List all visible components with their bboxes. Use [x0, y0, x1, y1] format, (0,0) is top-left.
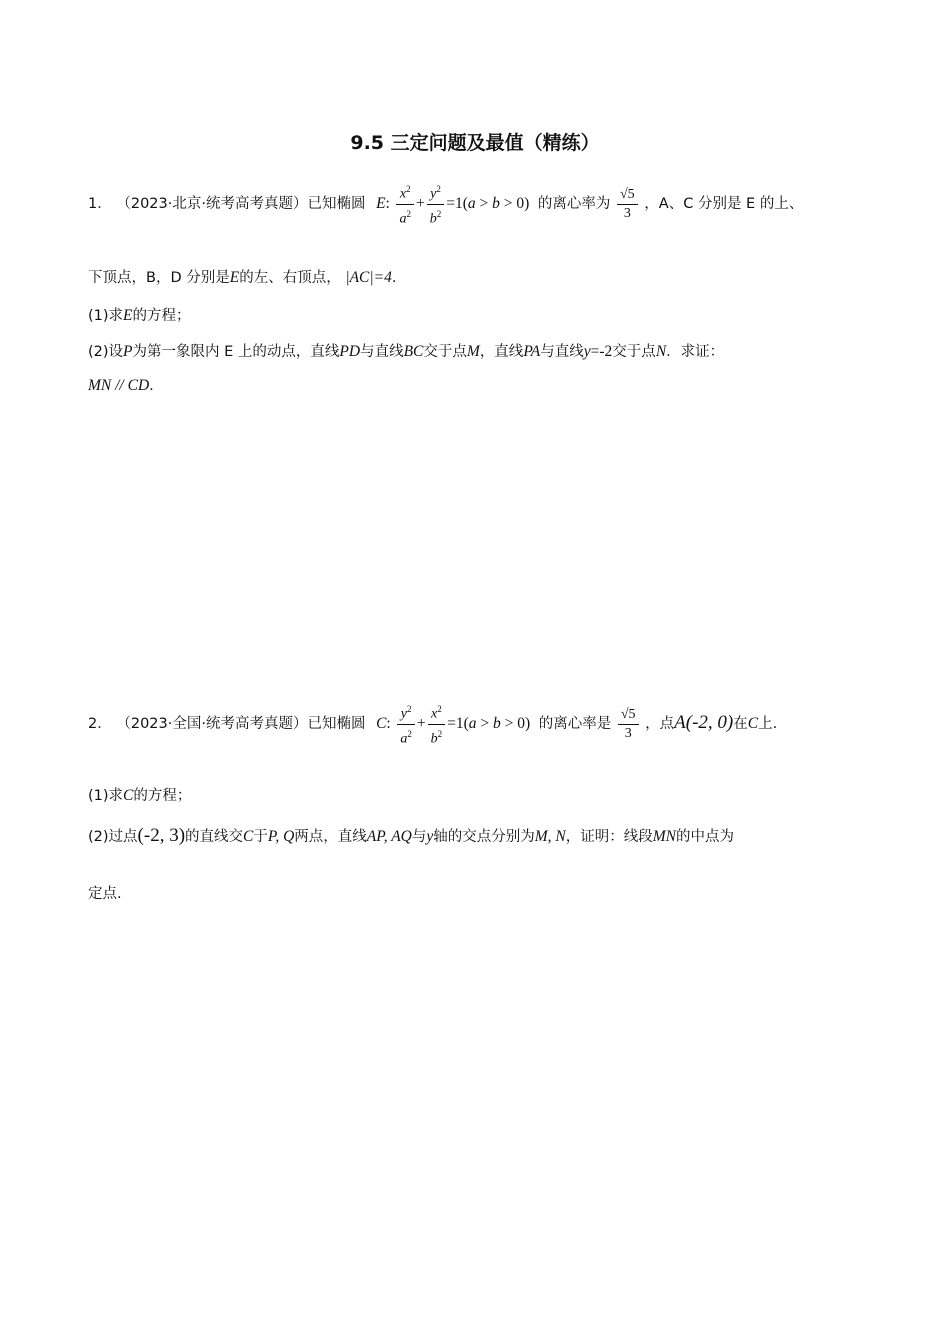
q1-part2-d: 交于点: [423, 344, 467, 360]
q2-c-ref: C: [747, 715, 759, 733]
q1-colon: :: [385, 195, 390, 213]
q1-ac-value: |AC|=4: [345, 269, 392, 286]
q2-part2-f: 轴的交点分别为: [433, 829, 535, 845]
q1-x-fraction: $\frac{x^2}{a^2}$: [396, 180, 414, 228]
q1-m: M: [466, 343, 480, 360]
q2-point-intro: ，点: [645, 716, 675, 733]
q1-y-line: y: [583, 343, 591, 360]
q1-part1-e: E: [123, 307, 133, 324]
q2-source: （2023·全国·统考高考真题）已知椭圆: [116, 716, 366, 733]
page-title: 9.5 三定问题及最值（精练）: [350, 132, 600, 154]
q2-part1-suffix: 的方程；: [133, 788, 192, 804]
q2-ecc-intro: 的离心率是: [538, 716, 612, 733]
q2-part2-end-text: 定点.: [88, 886, 122, 902]
q1-eq: =1(a > b > 0): [446, 195, 530, 213]
q2-point: (-2, 3): [137, 825, 186, 846]
q2-part2-e: 与: [411, 829, 427, 845]
q2-part2-h: 的中点为: [676, 829, 735, 845]
q1-line-1: [88, 180, 803, 228]
q2-part2-d: 两点，直线: [294, 829, 367, 845]
q1-part2-f: 与直线: [540, 344, 584, 360]
q1-pd: PD: [339, 343, 361, 360]
q1-number: 1．: [88, 196, 112, 213]
q1-e-ref: E: [229, 269, 240, 286]
q1-part2-h: ．求证：: [666, 344, 725, 360]
q1-line1-rest: ，A、C 分别是 E 的上、: [644, 196, 804, 213]
q2-line-1: 2． （2023·全国·统考高考真题）已知椭圆 C: $\frac{y^2}{a^2}$ + $\frac{x^2}{b^2}$ =1(a > b > 0) 的离心率是 $\frac{√5}{3}$ ，点A(-2, 0)在C上.: [88, 700, 777, 748]
q2-number: 2．: [88, 716, 112, 733]
q1-part2-c: 与直线: [360, 344, 404, 360]
q2-ellipse-name: C: [376, 715, 387, 733]
q1-part2-g: 交于点: [612, 344, 656, 360]
q1-ecc-fraction: $\frac{√5}{3}$: [617, 186, 638, 223]
q1-ecc-intro: 的离心率为: [537, 196, 611, 213]
q2-part2-b: 的直线交: [185, 829, 244, 845]
q1-part1-suffix: 的方程；: [132, 308, 191, 324]
q2-eq: =1(a > b > 0): [447, 715, 531, 733]
q2-part1: [88, 786, 191, 806]
q1-part2-a: (2)设: [88, 344, 124, 360]
q2-part1-prefix: (1)求: [88, 788, 124, 804]
q1-plus: +: [415, 195, 425, 213]
q1-n: N: [655, 343, 667, 360]
q2-on-c: 在: [733, 716, 748, 733]
q1-conclusion-line: MN // CD.: [88, 377, 154, 394]
q2-y-fraction: $\frac{y^2}{a^2}$: [397, 700, 415, 748]
q2-ecc-fraction: $\frac{√5}{3}$: [618, 706, 639, 743]
q1-line-2: 下顶点，B，D 分别是E的左、右顶点， |AC|=4.: [88, 269, 397, 286]
q2-mn: M, N: [534, 828, 566, 845]
q2-part1-c: C: [123, 787, 134, 804]
q2-part2-g: ，证明：线段: [565, 829, 653, 845]
q1-part1: [88, 306, 191, 326]
q2-point-a: A(-2, 0): [674, 712, 734, 734]
q2-mn2: MN: [652, 828, 677, 845]
q1-part2-b: 为第一象限内 E 上的动点，直线: [132, 344, 340, 360]
q2-c-ref2: C: [243, 828, 254, 845]
q1-line2b: 的左、右顶点，: [239, 270, 341, 286]
q1-source: （2023·北京·统考高考真题）已知椭圆: [116, 196, 366, 213]
q1-line2: 下顶点，B，D 分别是: [88, 270, 230, 286]
q1-bc: BC: [403, 343, 424, 360]
q2-on-c2: 上.: [758, 716, 778, 733]
q1-ellipse-name: E: [376, 195, 386, 213]
q2-lines: AP, AQ: [366, 828, 412, 845]
q2-pq: P, Q: [267, 828, 295, 845]
q1-part2: (2)设P为第一象限内 E 上的动点，直线PD与直线BC交于点M，直线PA与直线y=-2交于点N．求证：: [88, 343, 725, 360]
q2-y-axis: y: [426, 828, 434, 845]
q1-pa: PA: [523, 343, 541, 360]
q2-part2-c: 于: [253, 829, 268, 845]
q2-x-fraction: $\frac{x^2}{b^2}$: [428, 700, 446, 748]
q1-part2-e: ，直线: [479, 344, 524, 360]
q2-part2-a: (2)过点: [88, 829, 138, 845]
q2-part2-end: [88, 884, 122, 904]
q1-part1-prefix: (1)求: [88, 308, 124, 324]
q1-p: P: [123, 343, 133, 360]
q1-y-fraction: $\frac{y^2}{b^2}$: [427, 180, 445, 228]
q1-conclusion: MN // CD: [88, 377, 150, 394]
q2-part2: [88, 826, 734, 847]
